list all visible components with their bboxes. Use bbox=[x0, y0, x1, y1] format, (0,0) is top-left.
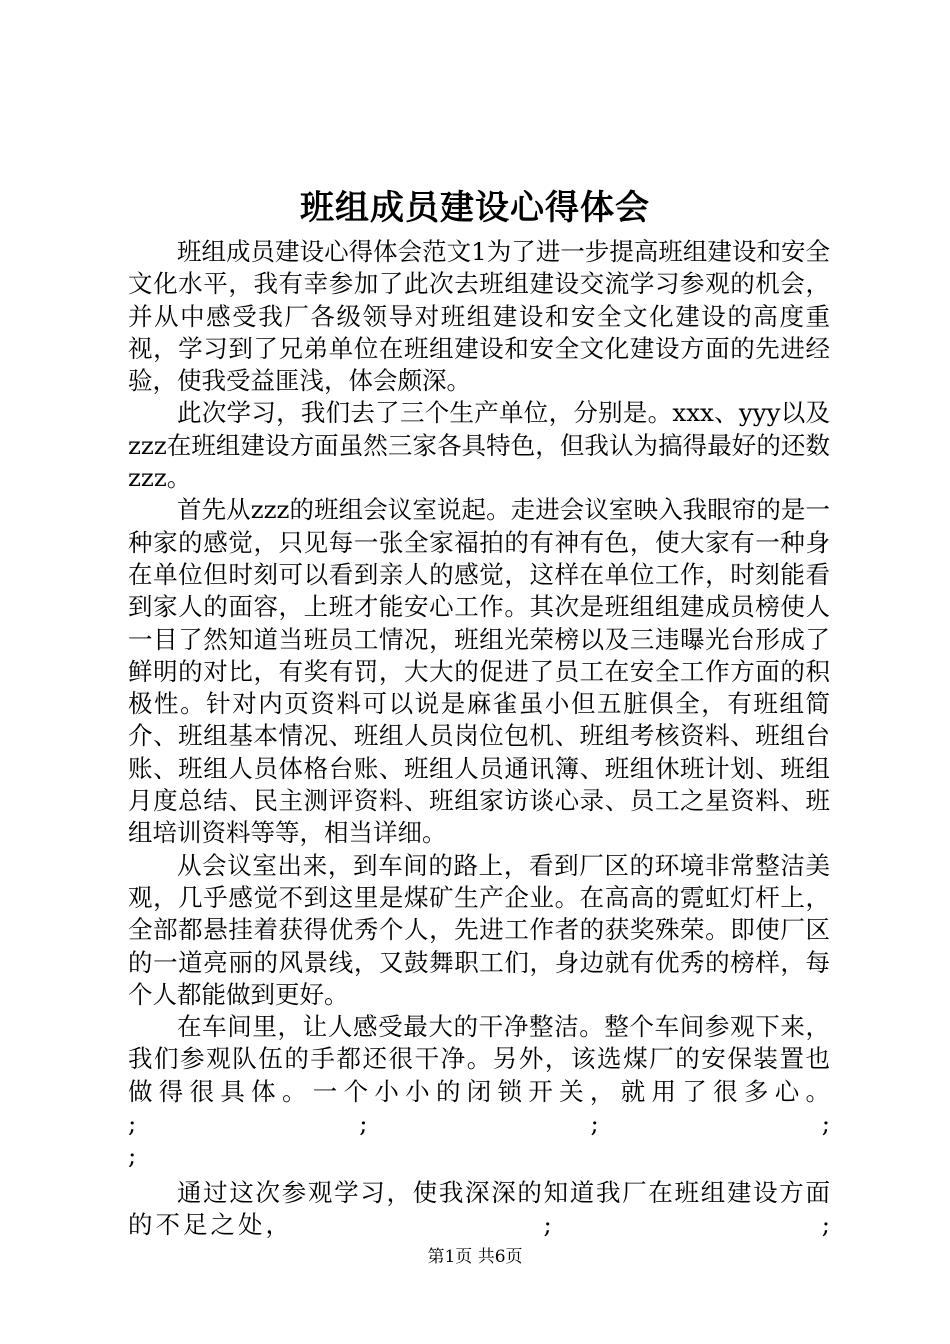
semicolon-mark: ; bbox=[590, 1109, 599, 1139]
paragraph-3: 首先从zzz的班组会议室说起。走进会议室映入我眼帘的是一种家的感觉，只见每一张全家福拍的有神有色，使大家有一种身在单位但时刻可以看到亲人的感觉，这样在单位工作，时刻能看到家人的面容，上班才能安心工作。其次是班组组建成员榜使人一目了然知道当班员工情况，班组光荣榜以及三违曝光台形成了鲜明的对比，有奖有罚，大大的促进了员工在安全工作方面的积极性。针对内页资料可以说是麻雀虽小但五脏俱全，有班组简介、班组基本情况、班组人员岗位包机、班组考核资料、班组台账、班组人员体格台账、班组人员通讯簿、班组休班计划、班组月度总结、民主测评资料、班组家访谈心录、员工之星资料、班组培训资料等等，相当详细。 bbox=[128, 495, 830, 848]
paragraph-6 bbox=[128, 1177, 830, 1242]
document-body bbox=[128, 236, 830, 1241]
semicolon-row-single bbox=[128, 1140, 830, 1172]
paragraph-2: 此次学习，我们去了三个生产单位，分别是。xxx、yyy以及zzz在班组建设方面虽然三家各具特色，但我认为搞得最好的还数zzz。 bbox=[128, 398, 830, 493]
paragraph-5 bbox=[128, 1011, 830, 1172]
paragraph-4: 从会议室出来，到车间的路上，看到厂区的环境非常整洁美观，几乎感觉不到这里是煤矿生产企业。在高高的霓虹灯杆上，全部都悬挂着获得优秀个人，先进工作者的获奖殊荣。即使厂区的一道亮丽的风景线，又鼓舞职工们，身边就有优秀的榜样，每个人都能做到更好。 bbox=[128, 850, 830, 1009]
document-title: 班组成员建设心得体会 bbox=[300, 188, 650, 228]
paragraph-6-line-2 bbox=[128, 1209, 830, 1241]
paragraph-5-line-2: 我们参观队伍的手都还很干净。另外，该选煤厂的安保装置也 bbox=[128, 1044, 830, 1074]
paragraph-6-line-1: 通过这次参观学习，使我深深的知道我厂在班组建设方面 bbox=[177, 1177, 830, 1207]
semicolon-mark: ; bbox=[359, 1109, 368, 1139]
semicolon-mark: ; bbox=[128, 1109, 137, 1139]
semicolon-mark: ; bbox=[821, 1109, 830, 1139]
semicolon-row bbox=[128, 1108, 830, 1140]
paragraph-5-line-3: 做得很具体。一个小小的闭锁开关，就用了很多心。 bbox=[128, 1076, 830, 1106]
paragraph-5-line-1: 在车间里，让人感受最大的干净整洁。整个车间参观下来， bbox=[177, 1012, 830, 1042]
semicolon-mark: ; bbox=[543, 1209, 552, 1239]
page-footer: 第1页 共6页 bbox=[427, 1247, 523, 1267]
semicolon-mark: ; bbox=[821, 1209, 830, 1239]
paragraph-6-line-2-text: 的不足之处， bbox=[128, 1209, 293, 1239]
semicolon-mark: ; bbox=[128, 1141, 137, 1171]
paragraph-1: 班组成员建设心得体会范文1为了进一步提高班组建设和安全文化水平，我有幸参加了此次去班组建设交流学习参观的机会，并从中感受我厂各级领导对班组建设和安全文化建设的高度重视，学习到了兄弟单位在班组建设和安全文化建设方面的先进经验，使我受益匪浅，体会颇深。 bbox=[128, 237, 830, 396]
